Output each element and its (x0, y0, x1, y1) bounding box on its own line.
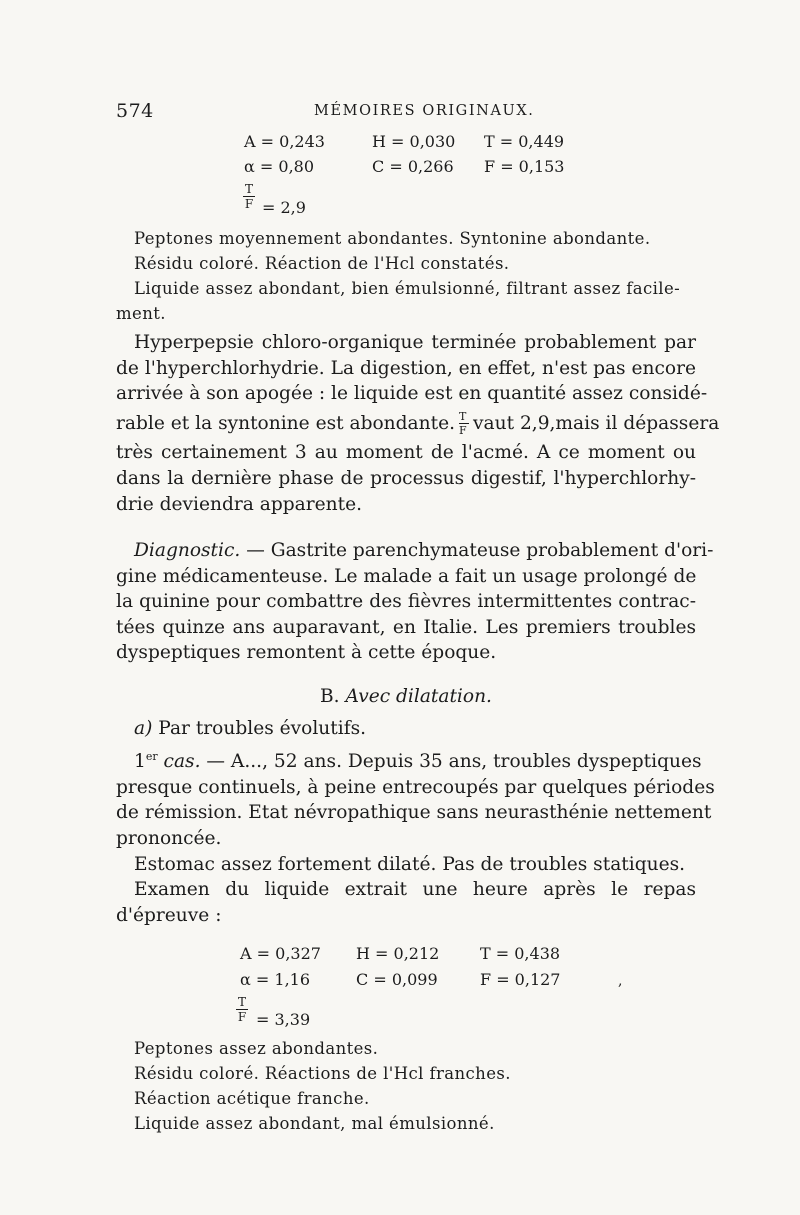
paragraph-case-1 (116, 744, 715, 928)
note-line: Peptones assez abondantes. (134, 1039, 379, 1058)
notes-block-1 (116, 226, 696, 326)
value-a: A = 0,243 (244, 132, 325, 151)
text-line: d'épreuve : (116, 904, 222, 926)
diagnostic-label: Diagnostic. (134, 540, 241, 561)
text-fragment: — Gastrite parenchymateuse probablement d'ori- (246, 540, 714, 561)
notes-block-2 (116, 1036, 696, 1136)
text-fragment: vaut 2,9,mais il dépassera (473, 412, 720, 434)
note-line: Réaction acétique franche. (134, 1089, 370, 1108)
text-fragment: rable et la syntonine est abondante. (116, 412, 455, 434)
value-a: A = 0,327 (240, 944, 321, 963)
case-label: cas. (163, 751, 201, 773)
case-superscript: er (145, 750, 158, 763)
running-title: MÉMOIRES ORIGINAUX. (314, 103, 535, 119)
text-line (116, 744, 702, 775)
subsection-heading (116, 716, 696, 742)
value-alpha: α = 0,80 (244, 157, 315, 176)
text-line: Estomac assez fortement dilaté. Pas de troubles statiques. (134, 853, 686, 875)
note-line: Liquide assez abondant, mal émulsionné. (134, 1114, 495, 1133)
text-line (116, 716, 696, 742)
ratio-value-2: = 3,39 (256, 1010, 311, 1029)
note-line: Résidu coloré. Réaction de l'Hcl constatés. (134, 254, 510, 273)
value-t: T = 0,449 (484, 132, 565, 151)
text-line: Examen du liquide extrait une heure après le repas (134, 879, 696, 901)
text-line: dans la dernière phase de processus digestif, l'hyperchlorhy- (116, 467, 696, 489)
ratio-value-1: = 2,9 (262, 198, 306, 217)
fraction-denominator: F (244, 197, 254, 211)
note-line: ment. (116, 304, 166, 323)
value-t: T = 0,438 (480, 944, 561, 963)
text-line-with-fraction (116, 410, 720, 438)
section-heading (116, 686, 696, 707)
text-fragment: — A..., 52 ans. Depuis 35 ans, troubles dyspeptiques (206, 751, 702, 773)
note-line: Résidu coloré. Réactions de l'Hcl franches. (134, 1064, 511, 1083)
value-f: F = 0,127 (480, 970, 561, 989)
ratio-fraction-2 (236, 996, 248, 1023)
text-line: tées quinze ans auparavant, en Italie. Les premiers troubles (116, 616, 696, 638)
text-line: très certainement 3 au moment de l'acmé. A ce moment ou (116, 442, 696, 464)
text-line: de rémission. Etat névropathique sans neurasthénie nettement (116, 802, 712, 824)
note-line: Liquide assez abondant, bien émulsionné, filtrant assez facile- (134, 279, 681, 298)
paragraph-diagnostic (116, 538, 714, 666)
text-line: presque continuels, à peine entrecoupés par quelques périodes (116, 776, 715, 798)
text-line (116, 538, 714, 564)
note-line: Peptones moyennement abondantes. Syntonine abondante. (134, 229, 651, 248)
subsection-title: Par troubles évolutifs. (158, 718, 367, 739)
value-h: H = 0,030 (372, 132, 456, 151)
text-line: drie deviendra apparente. (116, 493, 363, 515)
text-line: prononcée. (116, 827, 222, 849)
value-c: C = 0,099 (356, 970, 438, 989)
text-line: gine médicamenteuse. Le malade a fait un usage prolongé de (116, 565, 697, 587)
fraction-denominator: F (237, 1010, 247, 1024)
case-number: 1 (134, 751, 146, 773)
fraction-numerator: T (237, 995, 246, 1009)
value-h: H = 0,212 (356, 944, 440, 963)
inline-fraction (459, 411, 469, 436)
paragraph-hyperpepsie (116, 330, 720, 517)
section-title: Avec dilatation. (345, 686, 492, 707)
value-alpha: α = 1,16 (240, 970, 311, 989)
stray-mark: , (618, 973, 623, 989)
text-line: la quinine pour combattre des fièvres intermittentes contrac- (116, 591, 696, 613)
text-line: de l'hyperchlorhydrie. La digestion, en effet, n'est pas encore (116, 357, 696, 379)
value-c: C = 0,266 (372, 157, 454, 176)
fraction-numerator: T (459, 410, 467, 424)
page-header (116, 100, 696, 124)
ratio-fraction-1 (243, 183, 255, 210)
text-line: arrivée à son apogée : le liquide est en quantité assez considé- (116, 383, 708, 405)
text-line: dyspeptiques remontent à cette époque. (116, 642, 497, 664)
fraction-numerator: T (244, 182, 253, 196)
value-f: F = 0,153 (484, 157, 565, 176)
section-prefix: B. (320, 686, 340, 707)
page-number: 574 (116, 100, 154, 122)
fraction-denominator: F (459, 424, 467, 438)
text-line: Hyperpepsie chloro-organique terminée probablement par (134, 332, 696, 353)
subsection-letter: a) (134, 718, 153, 739)
